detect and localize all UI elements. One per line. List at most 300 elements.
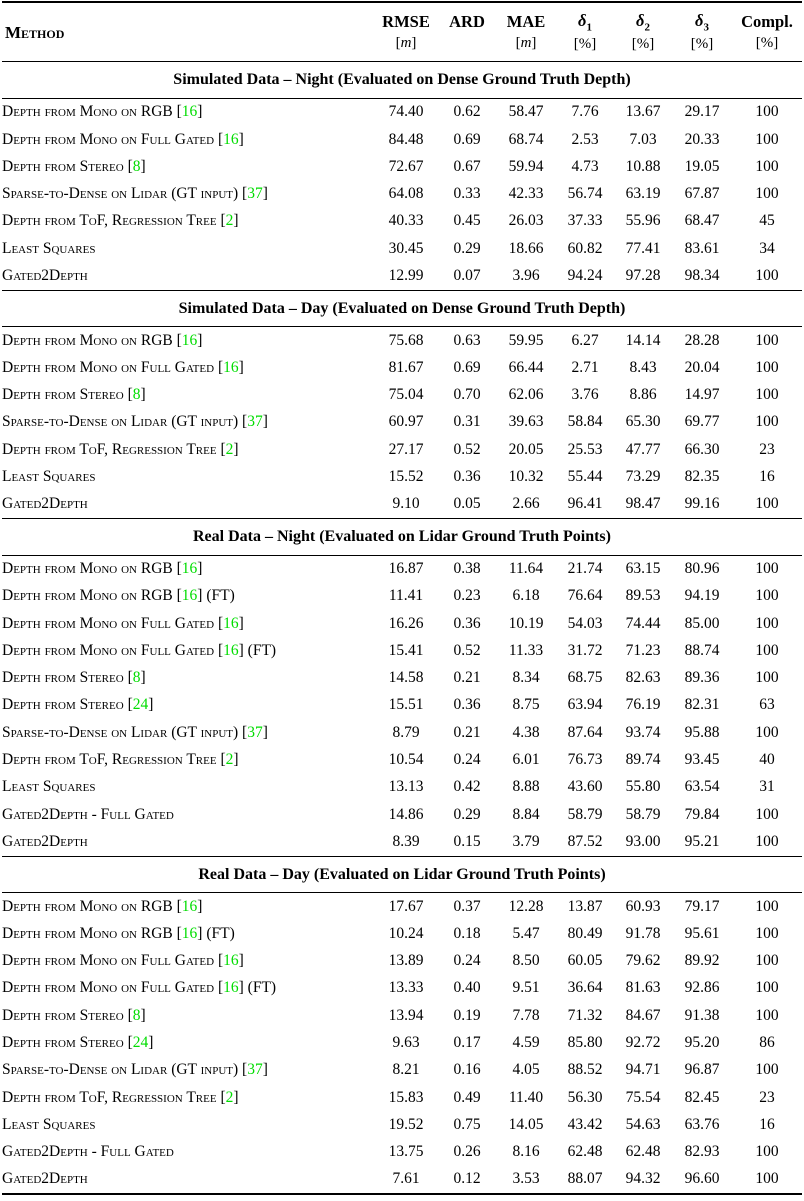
value-cell: 100	[755, 614, 779, 632]
value-cell: 0.24	[453, 751, 481, 768]
value-cell: 82.31	[684, 696, 720, 714]
value-cell: 43.42	[567, 1115, 603, 1133]
table-row	[2, 747, 802, 774]
value-cell: 0.36	[453, 468, 481, 486]
citation-link[interactable]: 2	[225, 440, 234, 458]
value-cell: 97.28	[625, 266, 661, 284]
value-cell: 89.74	[625, 751, 661, 768]
value-cell: 63.94	[567, 696, 603, 714]
citation-link[interactable]: 37	[247, 723, 263, 741]
value-cell: 55.96	[625, 212, 661, 230]
value-cell: 79.17	[684, 897, 720, 915]
citation-link[interactable]: 2	[225, 1088, 234, 1106]
value-cell: 98.34	[684, 266, 720, 284]
table-row	[2, 719, 802, 746]
value-cell: 6.01	[512, 751, 540, 768]
table-row	[2, 327, 802, 355]
method-cell: Sparse-to-Dense on Lidar (GT input) [37]	[2, 413, 268, 431]
value-cell: 100	[755, 185, 779, 203]
table-row	[2, 491, 802, 519]
column-unit	[438, 34, 496, 54]
value-cell: 64.08	[388, 185, 424, 203]
value-cell: 15.41	[388, 641, 424, 659]
table-row	[2, 610, 802, 637]
citation-link[interactable]: 16	[223, 130, 239, 148]
value-cell: 12.28	[508, 897, 544, 915]
table-row	[2, 464, 802, 491]
method-cell: Depth from Mono on RGB [16]	[2, 331, 203, 349]
citation-link[interactable]: 16	[181, 560, 198, 578]
value-cell: 60.97	[388, 413, 424, 431]
value-cell: 8.75	[512, 696, 540, 714]
value-cell: 73.29	[625, 468, 661, 486]
value-cell: 89.92	[684, 952, 720, 970]
column-label: Compl.	[741, 12, 793, 32]
citation-link[interactable]: 16	[181, 587, 198, 605]
value-cell: 0.29	[453, 239, 481, 257]
citation-link[interactable]: 8	[132, 157, 141, 175]
table-row	[2, 98, 802, 126]
value-cell: 84.67	[625, 1006, 661, 1024]
value-cell: 0.69	[453, 358, 481, 376]
method-cell: Depth from Stereo [8]	[2, 386, 146, 404]
method-cell: Depth from ToF, Regression Tree [2]	[2, 751, 239, 768]
value-cell: 37.33	[567, 212, 603, 230]
value-cell: 81.67	[388, 358, 424, 376]
value-cell: 3.96	[512, 266, 540, 284]
value-cell: 0.75	[453, 1115, 481, 1133]
value-cell: 20.04	[684, 358, 720, 376]
value-cell: 65.30	[625, 413, 661, 431]
method-cell: Depth from Stereo [8]	[2, 157, 146, 175]
column-header-delta1	[556, 2, 614, 62]
method-cell: Depth from Mono on Full Gated [16]	[2, 358, 244, 376]
value-cell: 8.84	[512, 805, 540, 823]
value-cell: 67.87	[684, 185, 720, 203]
value-cell: 6.27	[571, 331, 599, 349]
value-cell: 99.16	[684, 495, 720, 513]
column-label: RMSE	[382, 12, 430, 32]
value-cell: 34	[759, 239, 775, 257]
citation-link[interactable]: 2	[225, 751, 234, 768]
table-row	[2, 801, 802, 828]
table-row	[2, 382, 802, 409]
value-cell: 2.53	[571, 130, 599, 148]
value-cell: 62.48	[567, 1143, 603, 1161]
value-cell: 56.74	[567, 185, 603, 203]
column-header-compl	[732, 2, 802, 62]
value-cell: 0.49	[453, 1088, 481, 1106]
value-cell: 58.79	[625, 805, 661, 823]
citation-link[interactable]: 37	[247, 185, 263, 203]
section-title: Real Data – Night (Evaluated on Lidar Ground Truth Points)	[2, 519, 802, 556]
citation-link[interactable]: 16	[181, 331, 198, 349]
value-cell: 100	[755, 924, 779, 942]
value-cell: 0.38	[453, 560, 481, 578]
value-cell: 100	[755, 103, 779, 121]
value-cell: 98.47	[625, 495, 661, 513]
value-cell: 100	[755, 130, 779, 148]
value-cell: 100	[755, 1006, 779, 1024]
value-cell: 100	[755, 495, 779, 513]
value-cell: 0.19	[453, 1006, 481, 1024]
value-cell: 100	[755, 723, 779, 741]
citation-link[interactable]: 8	[132, 1006, 141, 1024]
value-cell: 12.99	[388, 266, 424, 284]
table-row	[2, 920, 802, 947]
citation-link[interactable]: 16	[223, 641, 239, 659]
value-cell: 10.88	[625, 157, 661, 175]
table-row	[2, 1084, 802, 1111]
value-cell: 11.40	[508, 1088, 544, 1106]
value-cell: 29.17	[684, 103, 720, 121]
value-cell: 3.79	[512, 832, 540, 850]
value-cell: 42.33	[508, 185, 544, 203]
citation-link[interactable]: 16	[181, 897, 198, 915]
method-cell: Depth from Mono on RGB [16]	[2, 103, 203, 121]
value-cell: 100	[755, 157, 779, 175]
method-cell: Depth from Stereo [24]	[2, 1033, 154, 1051]
value-cell: 63	[759, 696, 775, 714]
value-cell: 40	[759, 751, 775, 768]
column-label: $\delta_1$	[578, 11, 592, 34]
column-label: MAE	[506, 12, 546, 32]
table-row	[2, 828, 802, 856]
table-row	[2, 583, 802, 610]
value-cell: 13.13	[388, 778, 424, 796]
method-cell: Least Squares	[2, 1115, 96, 1133]
value-cell: 100	[755, 979, 779, 997]
value-cell: 80.49	[567, 924, 603, 942]
value-cell: 66.30	[684, 440, 720, 458]
column-unit: [%]	[573, 36, 597, 53]
section-header-row	[2, 856, 802, 893]
value-cell: 30.45	[388, 239, 424, 257]
citation-link[interactable]: 37	[247, 413, 263, 431]
value-cell: 55.80	[625, 778, 661, 796]
table-row	[2, 948, 802, 975]
value-cell: 13.89	[388, 952, 424, 970]
value-cell: 13.94	[388, 1006, 424, 1024]
method-cell: Sparse-to-Dense on Lidar (GT input) [37]	[2, 185, 268, 203]
table-row	[2, 975, 802, 1002]
value-cell: 85.80	[567, 1033, 603, 1051]
value-cell: 96.87	[684, 1061, 720, 1079]
value-cell: 19.52	[388, 1115, 424, 1133]
method-cell: Depth from Stereo [8]	[2, 669, 146, 687]
value-cell: 93.45	[684, 751, 720, 768]
column-header-rmse	[374, 2, 438, 62]
value-cell: 92.72	[625, 1033, 661, 1051]
method-cell: Depth from ToF, Regression Tree [2]	[2, 212, 239, 230]
column-header-method: Method	[2, 2, 374, 62]
value-cell: 10.54	[388, 751, 424, 768]
value-cell: 0.31	[453, 413, 481, 431]
value-cell: 100	[755, 1143, 779, 1161]
method-cell: Depth from Mono on Full Gated [16]	[2, 614, 244, 632]
citation-link[interactable]: 2	[225, 212, 234, 230]
method-cell: Depth from Mono on RGB [16]	[2, 560, 203, 578]
table-row	[2, 1057, 802, 1084]
value-cell: 100	[755, 386, 779, 404]
value-cell: 0.07	[453, 266, 481, 284]
value-cell: 100	[755, 805, 779, 823]
value-cell: 71.32	[567, 1006, 603, 1024]
value-cell: 100	[755, 1170, 779, 1188]
value-cell: 76.19	[625, 696, 661, 714]
value-cell: 14.05	[508, 1115, 544, 1133]
value-cell: 3.53	[512, 1170, 540, 1188]
value-cell: 10.19	[508, 614, 544, 632]
table-row	[2, 1111, 802, 1138]
section-title: Real Data – Day (Evaluated on Lidar Ground Truth Points)	[2, 856, 802, 893]
table-body	[2, 62, 802, 1194]
value-cell: 88.74	[684, 641, 720, 659]
value-cell: 0.42	[453, 778, 481, 796]
value-cell: 2.66	[512, 495, 540, 513]
value-cell: 79.62	[625, 952, 661, 970]
value-cell: 11.33	[508, 641, 544, 659]
value-cell: 47.77	[625, 440, 661, 458]
table-row	[2, 665, 802, 692]
citation-link[interactable]: 16	[181, 924, 198, 942]
value-cell: 75.04	[388, 386, 424, 404]
value-cell: 43.60	[567, 778, 603, 796]
value-cell: 95.61	[684, 924, 720, 942]
value-cell: 88.52	[567, 1061, 603, 1079]
method-cell: Least Squares	[2, 239, 96, 257]
value-cell: 72.67	[388, 157, 424, 175]
method-cell: Sparse-to-Dense on Lidar (GT input) [37]	[2, 1061, 268, 1079]
value-cell: 54.63	[625, 1115, 661, 1133]
value-cell: 0.16	[453, 1061, 481, 1079]
method-cell: Depth from Mono on Full Gated [16] (FT)	[2, 641, 277, 659]
citation-link[interactable]: 16	[223, 614, 239, 632]
section-header-row	[2, 62, 802, 99]
section-title: Simulated Data – Night (Evaluated on Dense Ground Truth Depth)	[2, 62, 802, 99]
value-cell: 60.05	[567, 952, 603, 970]
value-cell: 95.88	[684, 723, 720, 741]
value-cell: 13.67	[625, 103, 661, 121]
value-cell: 0.37	[453, 897, 481, 915]
value-cell: 7.03	[629, 130, 657, 148]
column-header-mae	[496, 2, 556, 62]
table-row	[2, 1002, 802, 1029]
table-row	[2, 1166, 802, 1194]
value-cell: 68.74	[508, 130, 544, 148]
table-row	[2, 436, 802, 463]
value-cell: 0.29	[453, 805, 481, 823]
table-row	[2, 774, 802, 801]
value-cell: 5.47	[512, 924, 540, 942]
value-cell: 0.40	[453, 979, 481, 997]
table-row	[2, 181, 802, 208]
value-cell: 63.76	[684, 1115, 720, 1133]
citation-link[interactable]: 16	[223, 952, 239, 970]
citation-link[interactable]: 16	[223, 358, 239, 376]
value-cell: 83.61	[684, 239, 720, 257]
method-cell: Least Squares	[2, 468, 96, 486]
method-cell: Gated2Depth	[2, 266, 88, 284]
value-cell: 74.40	[388, 103, 424, 121]
value-cell: 0.33	[453, 185, 481, 203]
value-cell: 100	[755, 266, 779, 284]
method-cell: Depth from ToF, Regression Tree [2]	[2, 1088, 239, 1106]
table-row	[2, 1029, 802, 1056]
value-cell: 68.47	[684, 212, 720, 230]
method-cell: Gated2Depth - Full Gated	[2, 805, 174, 823]
value-cell: 100	[755, 641, 779, 659]
value-cell: 11.41	[388, 587, 424, 605]
value-cell: 94.19	[684, 587, 720, 605]
value-cell: 21.74	[567, 560, 603, 578]
value-cell: 95.21	[684, 832, 720, 850]
value-cell: 76.64	[567, 587, 603, 605]
value-cell: 59.94	[508, 157, 544, 175]
value-cell: 0.15	[453, 832, 481, 850]
table-header	[2, 2, 802, 62]
value-cell: 4.73	[571, 157, 599, 175]
value-cell: 10.32	[508, 468, 544, 486]
method-cell: Depth from Mono on RGB [16] (FT)	[2, 924, 235, 942]
value-cell: 15.51	[388, 696, 424, 714]
value-cell: 16.26	[388, 614, 424, 632]
method-cell: Depth from Mono on Full Gated [16]	[2, 130, 244, 148]
value-cell: 63.19	[625, 185, 661, 203]
value-cell: 13.87	[567, 897, 603, 915]
value-cell: 0.69	[453, 130, 481, 148]
value-cell: 0.62	[453, 103, 481, 121]
value-cell: 94.24	[567, 266, 603, 284]
section-header-row	[2, 290, 802, 327]
column-unit: [%]	[755, 34, 779, 51]
method-cell: Depth from Mono on Full Gated [16] (FT)	[2, 979, 277, 997]
value-cell: 8.86	[629, 386, 657, 404]
citation-link[interactable]: 24	[132, 696, 149, 714]
citation-link[interactable]: 16	[223, 979, 239, 997]
value-cell: 16	[759, 468, 775, 486]
value-cell: 4.05	[512, 1061, 540, 1079]
value-cell: 0.24	[453, 952, 481, 970]
value-cell: 77.41	[625, 239, 661, 257]
section-header-row	[2, 519, 802, 556]
value-cell: 96.41	[567, 495, 603, 513]
value-cell: 0.45	[453, 212, 481, 230]
value-cell: 60.93	[625, 897, 661, 915]
value-cell: 82.63	[625, 669, 661, 687]
value-cell: 0.12	[453, 1170, 481, 1188]
value-cell: 100	[755, 331, 779, 349]
value-cell: 4.59	[512, 1033, 540, 1051]
value-cell: 100	[755, 560, 779, 578]
value-cell: 7.61	[392, 1170, 420, 1188]
value-cell: 9.51	[512, 979, 540, 997]
value-cell: 76.73	[567, 751, 603, 768]
value-cell: 89.36	[684, 669, 720, 687]
value-cell: 87.64	[567, 723, 603, 741]
value-cell: 16.87	[388, 560, 424, 578]
citation-link[interactable]: 8	[132, 669, 141, 687]
value-cell: 93.74	[625, 723, 661, 741]
value-cell: 27.17	[388, 440, 424, 458]
value-cell: 2.71	[571, 358, 599, 376]
value-cell: 55.44	[567, 468, 603, 486]
table-row	[2, 692, 802, 719]
value-cell: 0.21	[453, 669, 481, 687]
method-cell: Sparse-to-Dense on Lidar (GT input) [37]	[2, 723, 268, 741]
table-row	[2, 208, 802, 235]
value-cell: 15.83	[388, 1088, 424, 1106]
citation-link[interactable]: 8	[132, 386, 141, 404]
value-cell: 11.64	[508, 560, 544, 578]
value-cell: 8.43	[629, 358, 657, 376]
value-cell: 94.32	[625, 1170, 661, 1188]
value-cell: 9.10	[392, 495, 420, 513]
value-cell: 58.84	[567, 413, 603, 431]
value-cell: 92.86	[684, 979, 720, 997]
value-cell: 82.35	[684, 468, 720, 486]
value-cell: 0.36	[453, 614, 481, 632]
header-row	[2, 2, 802, 62]
citation-link[interactable]: 16	[181, 103, 198, 121]
value-cell: 85.00	[684, 614, 720, 632]
value-cell: 40.33	[388, 212, 424, 230]
value-cell: 81.63	[625, 979, 661, 997]
value-cell: 100	[755, 358, 779, 376]
value-cell: 14.58	[388, 669, 424, 687]
value-cell: 19.05	[684, 157, 720, 175]
value-cell: 74.44	[625, 614, 661, 632]
value-cell: 100	[755, 1061, 779, 1079]
value-cell: 100	[755, 669, 779, 687]
table-row	[2, 1139, 802, 1166]
column-header-ard	[438, 2, 496, 62]
value-cell: 14.97	[684, 386, 720, 404]
column-unit: [m]	[515, 34, 537, 51]
value-cell: 0.63	[453, 331, 481, 349]
value-cell: 3.76	[571, 386, 599, 404]
value-cell: 96.60	[684, 1170, 720, 1188]
value-cell: 28.28	[684, 331, 720, 349]
section-title: Simulated Data – Day (Evaluated on Dense Ground Truth Depth)	[2, 290, 802, 327]
value-cell: 7.76	[571, 103, 599, 121]
table-row	[2, 153, 802, 180]
method-cell: Gated2Depth - Full Gated	[2, 1143, 174, 1161]
value-cell: 54.03	[567, 614, 603, 632]
value-cell: 59.95	[508, 331, 544, 349]
value-cell: 0.26	[453, 1143, 481, 1161]
method-cell: Depth from Stereo [24]	[2, 696, 154, 714]
value-cell: 66.44	[508, 358, 544, 376]
column-label: ARD	[449, 12, 485, 32]
results-table	[2, 1, 802, 1195]
value-cell: 31	[759, 778, 775, 796]
value-cell: 100	[755, 897, 779, 915]
value-cell: 0.52	[453, 440, 481, 458]
value-cell: 84.48	[388, 130, 424, 148]
citation-link[interactable]: 37	[247, 1061, 263, 1079]
value-cell: 13.33	[388, 979, 424, 997]
column-unit: [%]	[690, 36, 714, 53]
value-cell: 8.34	[512, 669, 540, 687]
table-row	[2, 354, 802, 381]
value-cell: 100	[755, 832, 779, 850]
citation-link[interactable]: 24	[132, 1033, 149, 1051]
method-cell: Least Squares	[2, 778, 96, 796]
value-cell: 17.67	[388, 897, 424, 915]
value-cell: 91.38	[684, 1006, 720, 1024]
value-cell: 82.45	[684, 1088, 720, 1106]
